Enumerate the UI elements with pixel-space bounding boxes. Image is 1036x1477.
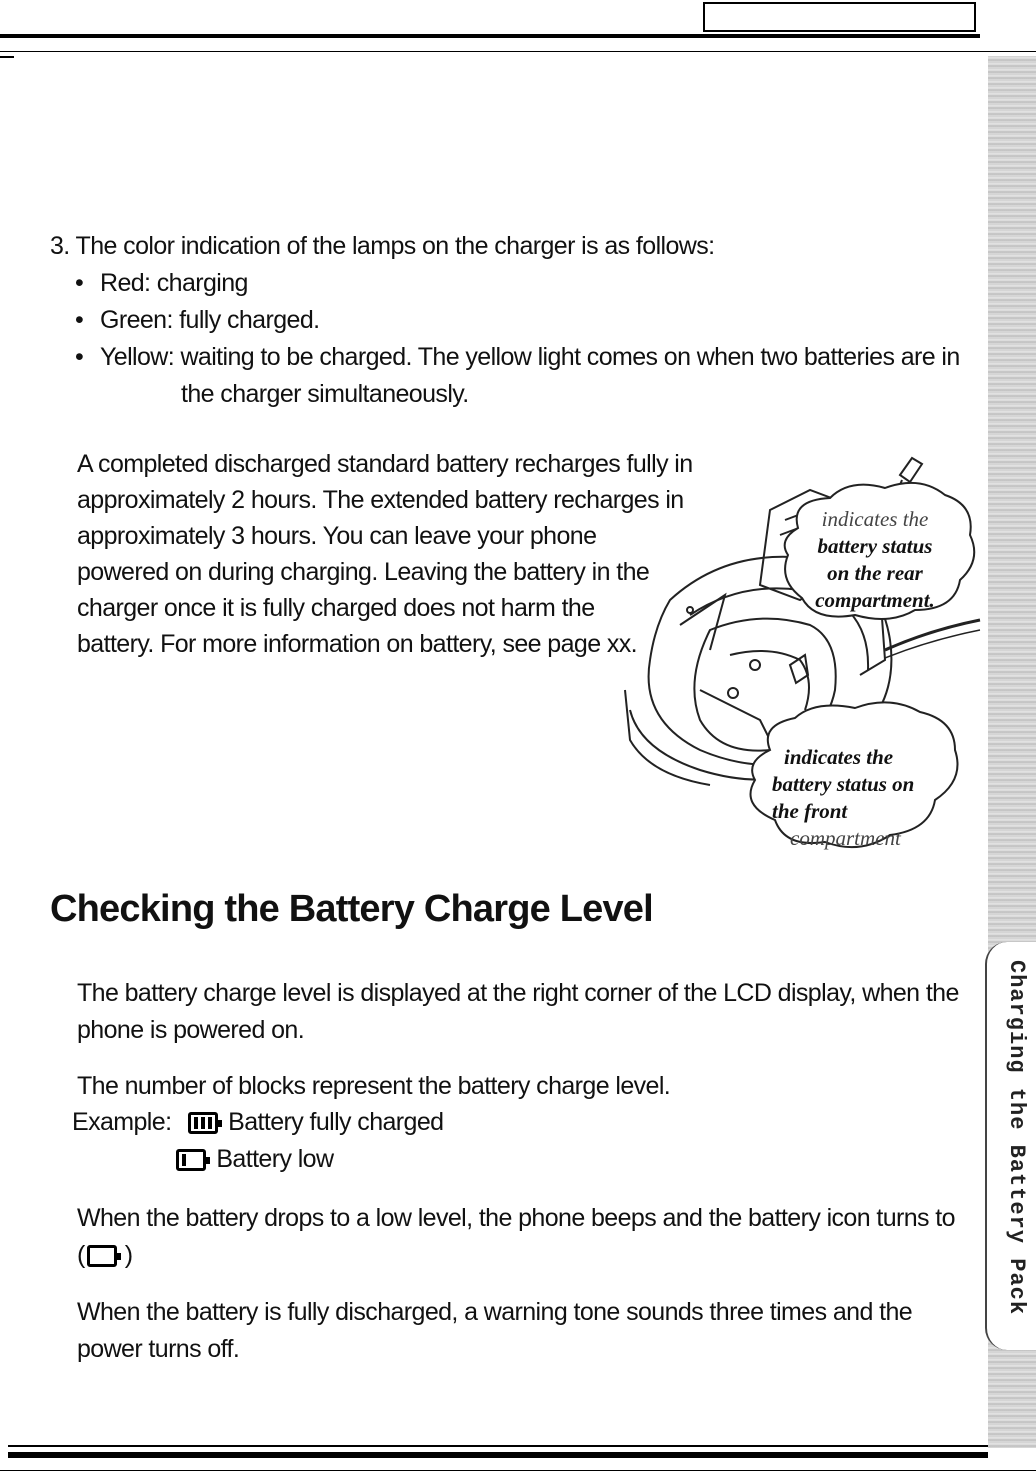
indicator-lamp-front xyxy=(728,688,738,698)
bullet-icon: • xyxy=(75,343,84,371)
lamp-item-yellow xyxy=(75,339,960,376)
front-callout-text xyxy=(768,744,938,852)
recharge-line: approximately 3 hours. You can leave your phone xyxy=(77,522,597,550)
bullet-icon: • xyxy=(75,306,84,334)
rear-callout-text xyxy=(790,506,960,614)
recharge-line: charger once it is fully charged does not harm the xyxy=(77,594,595,622)
callout-line: compartment. xyxy=(815,588,935,612)
callout-line: compartment xyxy=(790,826,901,850)
paren-close: ) xyxy=(124,1241,133,1269)
example-low-row xyxy=(176,1141,333,1178)
example-full-row xyxy=(72,1104,443,1141)
empty-battery-line xyxy=(77,1237,955,1274)
low-level-paragraph xyxy=(77,1200,955,1274)
footer-rule-thin xyxy=(8,1445,988,1447)
margin-tick xyxy=(0,56,14,58)
discharged-paragraph xyxy=(77,1294,912,1368)
antenna-shape xyxy=(900,458,922,482)
charge-level-paragraph xyxy=(77,975,959,1049)
example-full-text: Battery fully charged xyxy=(228,1108,444,1136)
paragraph-line: When the battery is fully discharged, a warning tone sounds three times and the xyxy=(77,1298,913,1326)
header-box xyxy=(703,2,976,32)
power-cord xyxy=(885,620,980,650)
indicator-lamp-rear xyxy=(750,660,760,670)
example-low-text: Battery low xyxy=(216,1145,334,1173)
lamp-item-red xyxy=(75,265,248,302)
lamp-item-yellow-continuation: the charger simultaneously. xyxy=(181,380,469,408)
section-title: Checking the Battery Charge Level xyxy=(50,888,653,930)
callout-line: battery status on xyxy=(772,772,915,796)
header-rule-thin xyxy=(0,51,1036,52)
example-label: Example: xyxy=(72,1108,172,1136)
paragraph-line: The battery charge level is displayed at the right corner of the LCD display, when the xyxy=(77,979,959,1007)
recharge-line: powered on during charging. Leaving the battery in the xyxy=(77,558,650,586)
lamp-intro: 3. The color indication of the lamps on the charger is as follows: xyxy=(50,232,715,260)
callout-line: the front xyxy=(772,799,848,823)
callout-line: battery status xyxy=(817,534,933,558)
paragraph-line: When the battery drops to a low level, the phone beeps and the battery icon turns to xyxy=(77,1204,955,1232)
lamp-item-green xyxy=(75,302,320,339)
battery-low-icon xyxy=(176,1149,206,1171)
paragraph-line: phone is powered on. xyxy=(77,1016,305,1044)
rear-callout-pointer xyxy=(680,595,725,650)
footer-rule-thick xyxy=(8,1452,988,1458)
callout-line: indicates the xyxy=(784,745,894,769)
bullet-icon: • xyxy=(75,269,84,297)
callout-line: on the rear xyxy=(827,561,923,585)
blocks-paragraph: The number of blocks represent the battery charge level. xyxy=(77,1072,671,1100)
paren-open: ( xyxy=(77,1241,85,1269)
side-tab-label: Charging the Battery Pack xyxy=(1004,960,1029,1316)
recharge-paragraph xyxy=(77,446,693,662)
battery-empty-icon xyxy=(87,1245,117,1267)
recharge-line: battery. For more information on battery, see page xx. xyxy=(77,630,638,658)
recharge-line: approximately 2 hours. The extended battery recharges in xyxy=(77,486,684,514)
paragraph-line: power turns off. xyxy=(77,1335,240,1363)
header-rule-thick xyxy=(0,34,980,38)
lamp-item-text: Yellow: waiting to be charged. The yellow light comes on when two batteries are in xyxy=(100,343,960,371)
lamp-item-text: Red: charging xyxy=(100,269,248,297)
footer-rule-bottom xyxy=(0,1470,1036,1471)
lamp-item-text: Green: fully charged. xyxy=(100,306,320,334)
recharge-line: A completed discharged standard battery recharges fully in xyxy=(77,450,693,478)
callout-line: indicates the xyxy=(821,507,929,531)
battery-full-icon xyxy=(188,1112,218,1134)
front-callout-pointer xyxy=(700,690,775,750)
